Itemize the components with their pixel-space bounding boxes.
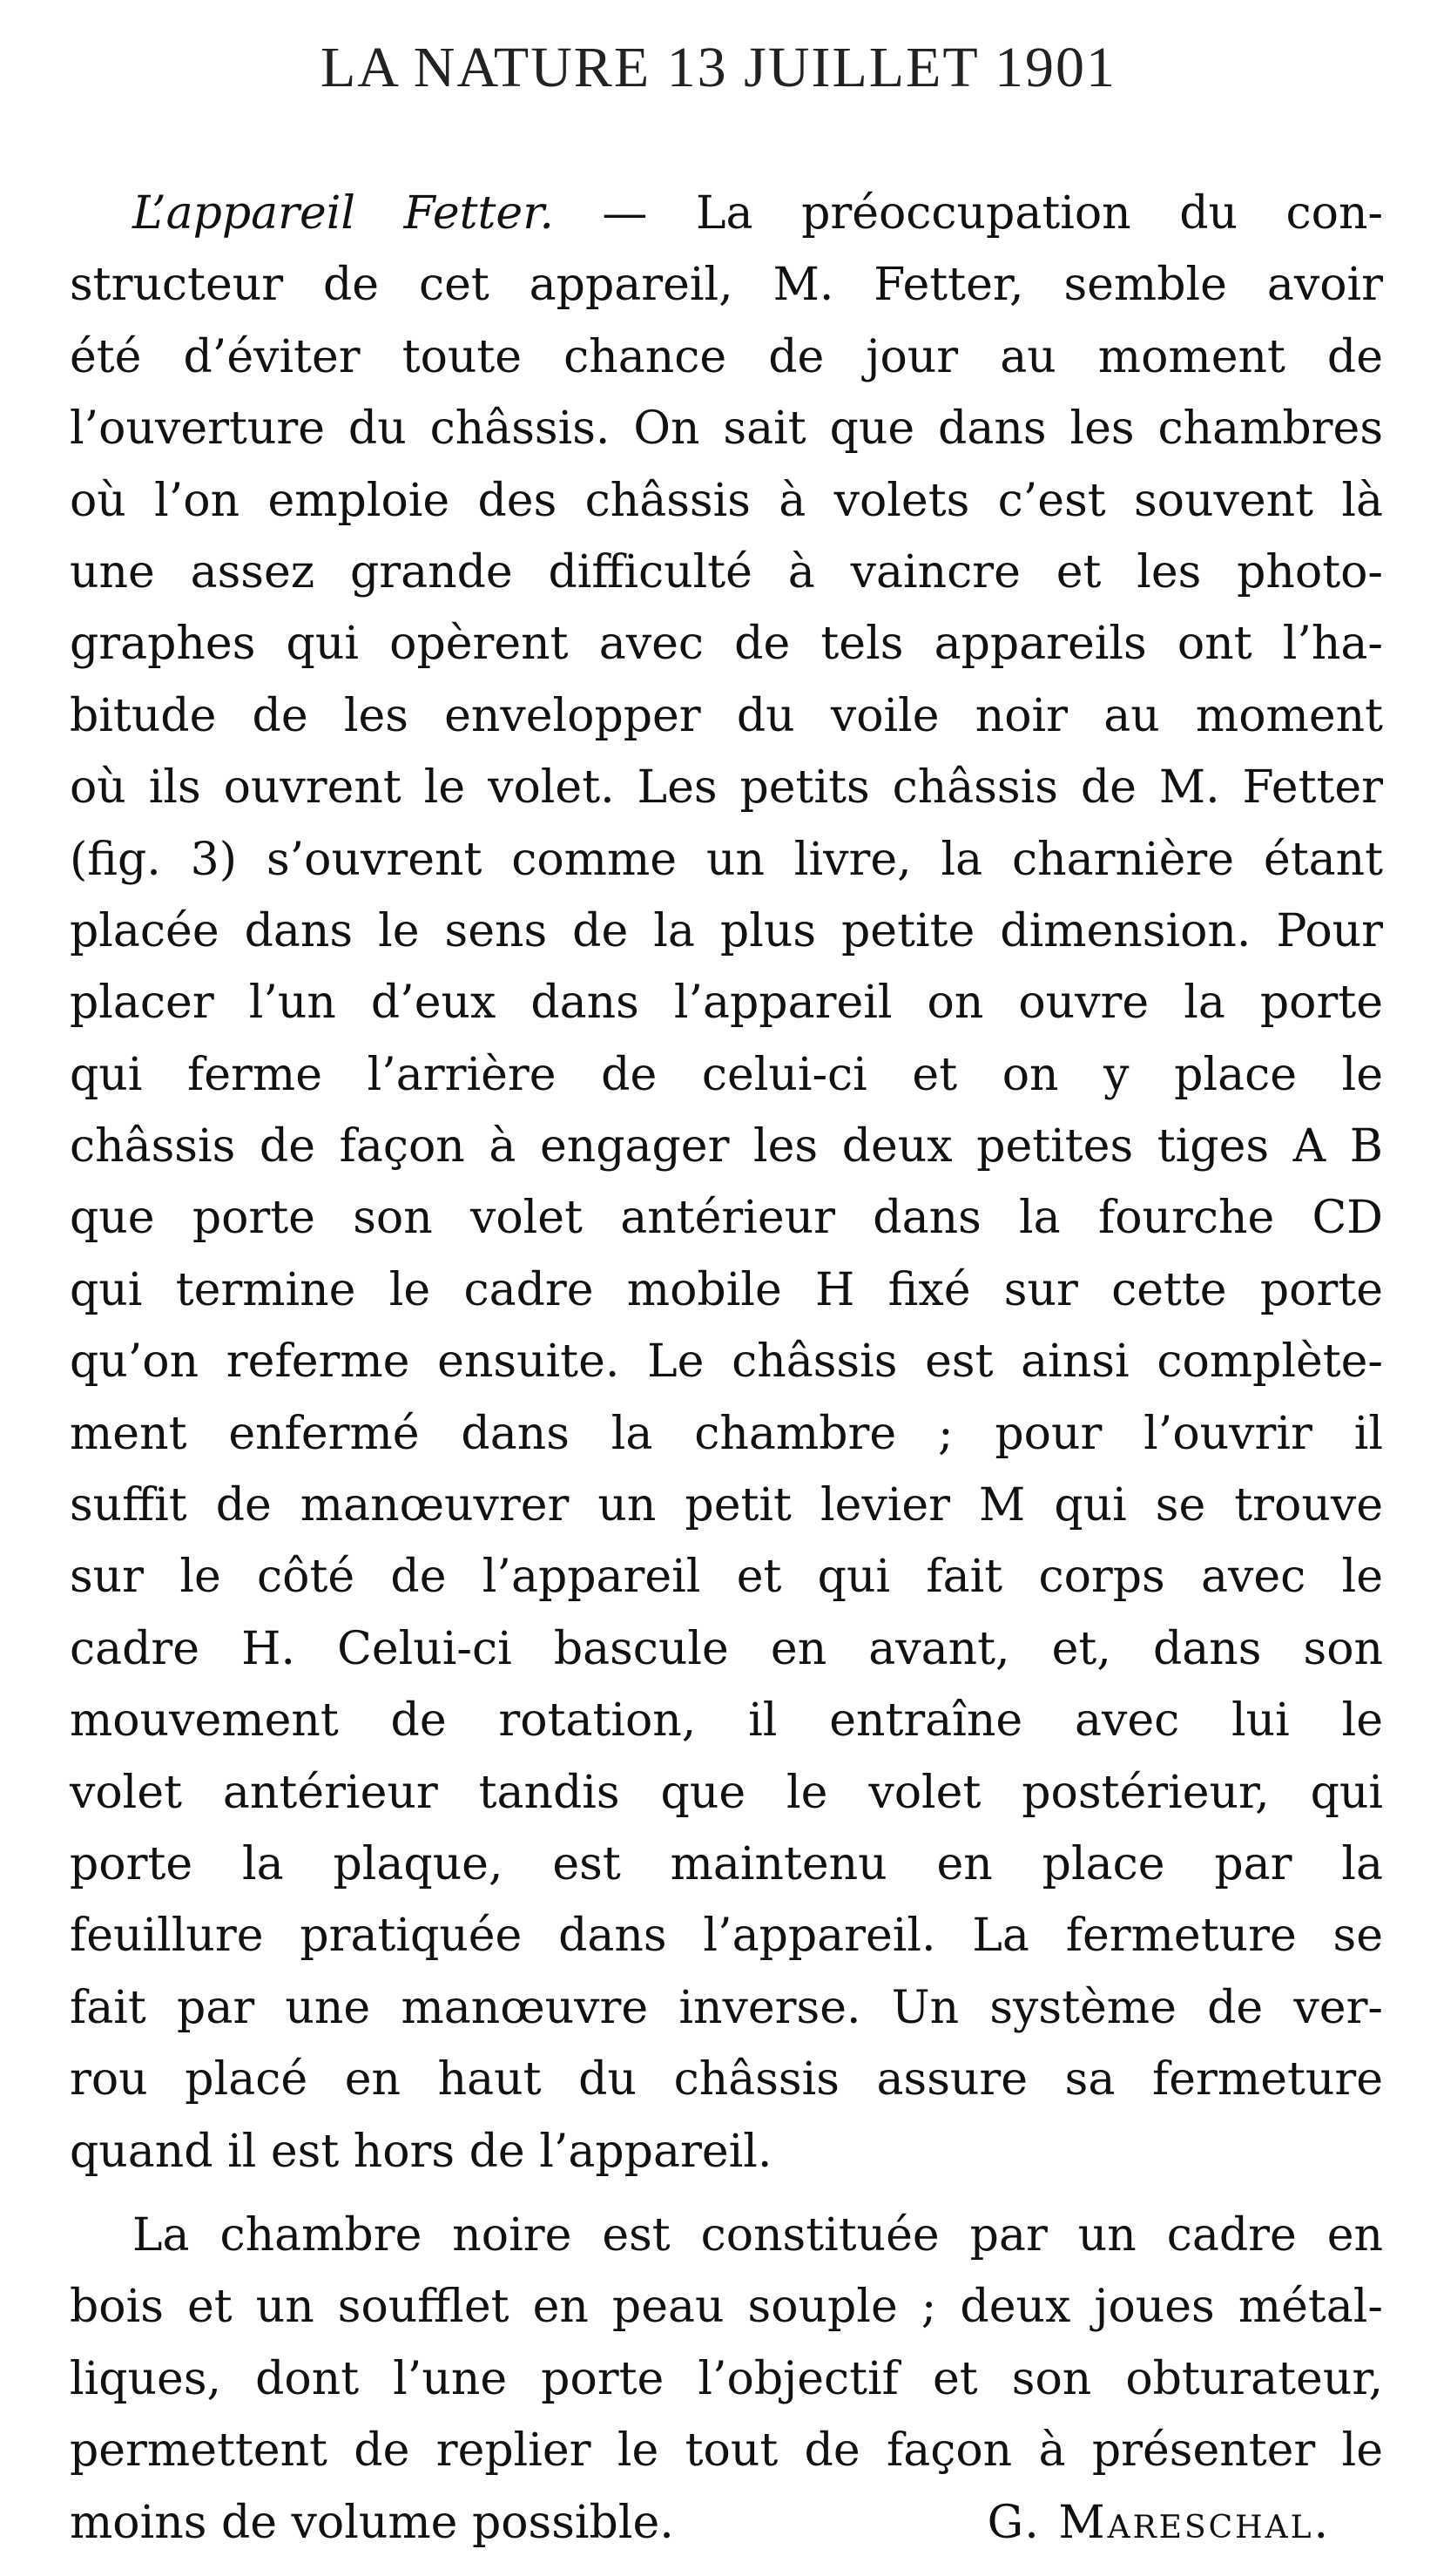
text-line: qu’on referme ensuite. Le châssis est ainsi complète- (70, 1335, 1383, 1389)
text-line: placée dans le sens de la plus petite dimension. Pour (70, 904, 1383, 957)
text-line: quand il est hors de l’appareil. (70, 2125, 772, 2178)
text-line: cadre H. Celui-ci bascule en avant, et, dans son (70, 1622, 1383, 1675)
running-header: LA NATURE 13 JUILLET 1901 (320, 36, 1117, 99)
text-line: structeur de cet appareil, M. Fetter, semble avoir (70, 259, 1383, 312)
section-title: L’appareil Fetter. (132, 187, 554, 240)
text-line: qui termine le cadre mobile H fixé sur cette porte (70, 1263, 1383, 1316)
text-line: permettent de replier le tout de façon à présenter le (70, 2424, 1383, 2478)
text-line: que porte son volet antérieur dans la fourche CD (70, 1192, 1383, 1245)
text-line: graphes qui opèrent avec de tels appareils ont l’ha- (70, 618, 1383, 671)
text-line: l’ouverture du châssis. On sait que dans les chambres (70, 402, 1383, 456)
text-line: sur le côté de l’appareil et qui fait corps avec le (70, 1551, 1383, 1604)
text-line: feuillure pratiquée dans l’appareil. La fermeture se (70, 1910, 1383, 1963)
text-line: qui ferme l’arrière de celui-ci et on y place le (70, 1048, 1383, 1101)
text-line: La préoccupation du con- (695, 187, 1384, 240)
text-line: rou placé en haut du châssis assure sa fermeture (70, 2053, 1383, 2106)
text-line: été d’éviter toute chance de jour au moment de (70, 330, 1383, 383)
text-line: suffit de manœuvrer un petit levier M qui se trouve (70, 1479, 1383, 1532)
text-line: où ils ouvrent le volet. Les petits châssis de M. Fetter (70, 761, 1383, 815)
text-line: La chambre noire est constituée par un cadre en (132, 2208, 1383, 2262)
text-line: moins de volume possible. (70, 2496, 674, 2549)
text-line: bois et un soufflet en peau souple ; deux joues métal- (70, 2281, 1383, 2334)
final-line (70, 2487, 1383, 2559)
text-line: où l’on emploie des châssis à volets c’est souvent là (70, 474, 1383, 527)
text-line: placer l’un d’eux dans l’appareil on ouvre la porte (70, 977, 1383, 1030)
title-dash: — (553, 187, 696, 240)
text-line: bitude de les envelopper du voile noir au moment (70, 689, 1383, 742)
text-line: une assez grande difficulté à vaincre et les photo- (70, 545, 1383, 598)
text-line: volet antérieur tandis que le volet postérieur, qui (70, 1766, 1383, 1819)
text-line: ment enfermé dans la chambre ; pour l’ouvrir il (70, 1407, 1383, 1460)
text-line: mouvement de rotation, il entraîne avec lui le (70, 1694, 1383, 1748)
text-line: fait par une manœuvre inverse. Un système de ver- (70, 1981, 1383, 2034)
text-line: porte la plaque, est maintenu en place par la (70, 1837, 1383, 1890)
author-signature: G. Mareschal. (987, 2496, 1331, 2549)
text-line: (fig. 3) s’ouvrent comme un livre, la charnière étant (70, 833, 1383, 886)
text-line: châssis de façon à engager les deux petites tiges A B (70, 1120, 1383, 1173)
text-line: liques, dont l’une porte l’objectif et son obturateur, (70, 2352, 1383, 2405)
article-body (70, 178, 1383, 2559)
paragraph-1-line-1 (70, 178, 1383, 249)
